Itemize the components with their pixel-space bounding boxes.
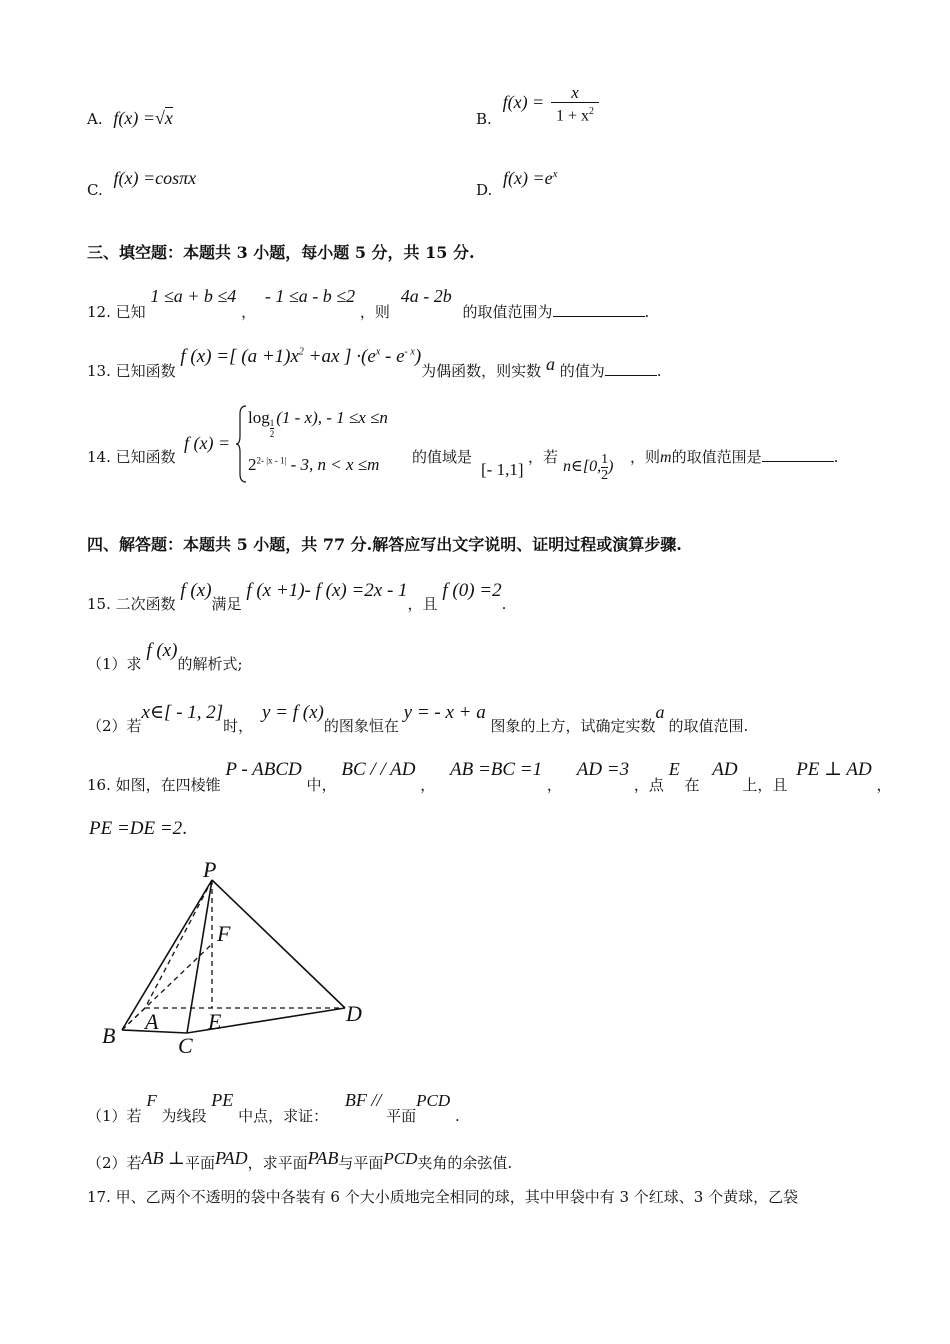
question-15: 15. 二次函数 f (x)满足 f (x +1)- f (x) =2x - 1，且 f (0) =2. xyxy=(87,580,507,613)
question-16: 16. 如图，在四棱锥 P - ABCD 中， BC / / AD ， AB =BC =1 ， AD =3 ，点 E 在 AD 上，且 PE ⊥ AD ， xyxy=(87,759,892,794)
q14-answer-blank[interactable] xyxy=(762,447,834,462)
option-a-formula: f(x) = xyxy=(113,108,156,128)
q12-condition-2: - 1 ≤a - b ≤2 xyxy=(264,286,356,306)
q13-suffix: 为偶函数，则实数 xyxy=(421,362,542,380)
q12-sep2: ，则 xyxy=(359,303,390,321)
sqrt-symbol: √x xyxy=(155,108,173,128)
question-12 xyxy=(87,286,650,321)
q13-prefix: 13. 已知函数 xyxy=(87,362,176,380)
option-c xyxy=(87,168,197,199)
q12-expression: 4a - 2b xyxy=(400,286,452,306)
q12-end: . xyxy=(644,303,650,321)
option-a-label: A. xyxy=(87,110,103,128)
q12-sep1: ， xyxy=(241,303,257,321)
q14-lhs: f (x) = xyxy=(184,433,231,453)
section3-heading: 三、填空题：本题共 3 小题，每小题 5 分，共 15 分. xyxy=(87,243,475,262)
q14-brace xyxy=(236,404,248,484)
q14-condition: n∈[0, $\frac{1}{2}$ ) xyxy=(563,452,614,483)
q12-condition-1: 1 ≤a + b ≤4 xyxy=(150,286,237,306)
section4-heading: 四、解答题：本题共 5 小题，共 77 分.解答应写出文字说明、证明过程或演算步骤. xyxy=(87,535,682,554)
q16-part1: （1）若 F 为线段 PE 中点，求证： BF // 平面PCD . xyxy=(87,1090,460,1125)
fraction-denominator: $1 + x^2$ xyxy=(555,106,594,125)
q16-condition-5: PE =DE =2. xyxy=(89,818,187,839)
label-P: P xyxy=(203,857,217,882)
q15-part1: （1）求 f (x)的解析式; xyxy=(87,640,243,673)
option-d-label: D. xyxy=(476,181,493,199)
fraction-numerator: x xyxy=(571,83,579,102)
question-13 xyxy=(87,346,662,380)
q13-answer-blank[interactable] xyxy=(605,361,657,376)
label-B: B xyxy=(102,1023,116,1048)
q16-part2: （2）若AB ⊥平面PAD，求平面PAB与平面PCD夹角的余弦值. xyxy=(87,1148,513,1172)
q13-var: a xyxy=(545,354,555,374)
pyramid-figure xyxy=(95,855,385,1065)
edge-PD xyxy=(212,880,345,1008)
option-d xyxy=(476,168,558,199)
q14-case2: $2^{2- |x - 1|} - 3$, n < x ≤m xyxy=(248,455,380,474)
option-b-label: B. xyxy=(476,110,492,128)
q12-answer-blank[interactable] xyxy=(553,302,645,317)
option-c-formula: f(x) =cosπx xyxy=(113,168,197,188)
q14-prefix: 14. 已知函数 xyxy=(87,448,176,466)
q15-part2: （2）若x∈[ - 1, 2]时， y = f (x)的图象恒在 y = - x + a 图象的上方，试确定实数a的取值范围. xyxy=(87,702,749,735)
label-F: F xyxy=(217,921,231,946)
option-b-lhs: f(x) = xyxy=(502,92,545,112)
segment-BF xyxy=(122,944,212,1030)
label-A: A xyxy=(145,1009,159,1034)
option-c-label: C. xyxy=(87,181,103,199)
q14-if: ，若 xyxy=(528,448,559,466)
q14-case1: log $\frac{1}{2}$ (1 - x), - 1 ≤x ≤n xyxy=(248,408,388,439)
label-D: D xyxy=(346,1001,362,1026)
q13-formula: f (x) =[ $(a +1)x^2 +ax$ ] $\cdot(e^x - e^{- x})$ xyxy=(180,346,422,367)
q14-then: ，则m的取值范围是 . xyxy=(630,448,839,466)
q12-prefix: 12. 已知 xyxy=(87,303,146,321)
option-a xyxy=(87,108,173,129)
option-d-formula: $f(x) =e^x$ xyxy=(503,168,558,188)
q12-suffix: 的取值范围为 xyxy=(462,303,553,321)
option-b xyxy=(476,83,599,128)
label-C: C xyxy=(178,1033,193,1058)
q13-end: . xyxy=(656,362,662,380)
question-17: 17. 甲、乙两个不透明的袋中各装有 6 个大小质地完全相同的球，其中甲袋中有 3 个红球、3 个黄球，乙袋 xyxy=(87,1188,799,1206)
q14-range: [- 1,1] xyxy=(481,460,524,479)
q13-suffix2: 的值为 xyxy=(559,362,605,380)
q14-mid: 的值域是 xyxy=(412,448,473,466)
option-b-fraction xyxy=(551,84,599,125)
label-E: E xyxy=(208,1009,222,1034)
